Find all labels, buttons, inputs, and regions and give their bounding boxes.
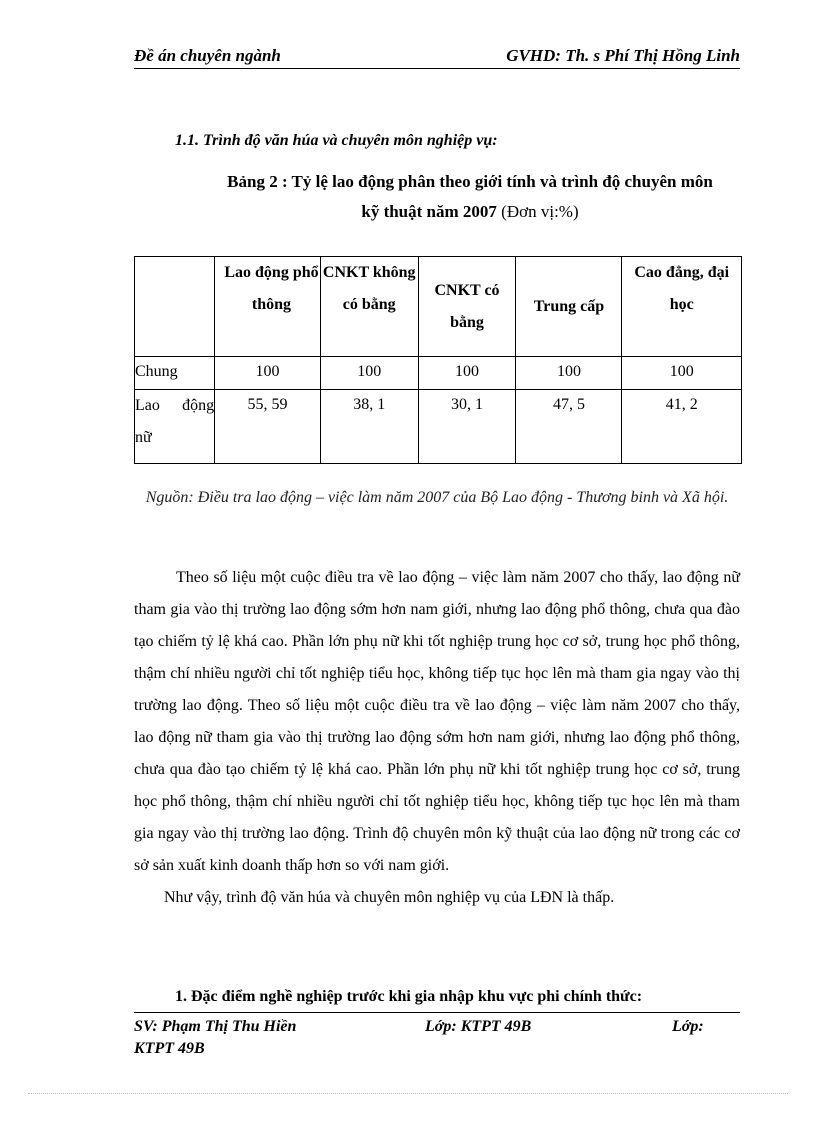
table-cell: 100 xyxy=(215,357,321,390)
section-heading: 1. Đặc điểm nghề nghiệp trước khi gia nhập khu vực phi chính thức: xyxy=(175,988,643,1005)
paragraph: Như vậy, trình độ văn húa và chuyên môn nghiệp vụ của LĐN là thấp. xyxy=(164,889,615,906)
table-header-cell: Trung cấp xyxy=(516,257,622,357)
table-cell: 41, 2 xyxy=(622,390,742,464)
table-cell: 100 xyxy=(622,357,742,390)
footer-class-code: KTPT 49B xyxy=(134,1040,205,1057)
table-cell: 100 xyxy=(418,357,516,390)
table-cell: 30, 1 xyxy=(418,390,516,464)
table-caption-line2 xyxy=(134,202,740,222)
source-note: Nguồn: Điều tra lao động – việc làm năm 2007 của Bộ Lao động - Thương binh và Xã hội. xyxy=(145,489,729,506)
section-title: 1.1. Trình độ văn húa và chuyên môn nghiệp vụ: xyxy=(175,132,498,149)
table-header-cell: CNKT không có bằng xyxy=(320,257,418,357)
table-caption-bold: kỹ thuật năm 2007 xyxy=(361,202,497,221)
table-cell: 100 xyxy=(320,357,418,390)
body-text xyxy=(134,562,740,914)
table-cell: 47, 5 xyxy=(516,390,622,464)
row-label: Lao động nữ xyxy=(135,390,215,464)
table-header-cell: CNKT có bằng xyxy=(418,257,516,357)
footer-class: Lớp: KTPT 49B xyxy=(425,1018,532,1035)
table-header-row xyxy=(135,257,742,357)
table-row xyxy=(135,390,742,464)
header-right: GVHD: Th. s Phí Thị Hồng Linh xyxy=(506,46,740,65)
paragraph: Theo số liệu một cuộc điều tra về lao động – việc làm năm 2007 cho thấy, lao động nữ tham gia vào thị trường lao động sớm hơn nam giới, nhưng lao động phổ thông, chưa qua đào tạo chiếm tỷ lệ khá cao. Phần lớn phụ nữ khi tốt nghiệp trung học cơ sở, trung học phổ thông, thậm chí nhiều người chỉ tốt nghiệp tiểu học, không tiếp tục học lên mà tham gia ngay vào thị trường lao động. Theo số liệu một cuộc điều tra về lao động – việc làm năm 2007 cho thấy, lao động nữ tham gia vào thị trường lao động sớm hơn nam giới, nhưng lao động phổ thông, chưa qua đào tạo chiếm tỷ lệ khá cao. Phần lớn phụ nữ khi tốt nghiệp trung học cơ sở, trung học phổ thông, thậm chí nhiều người chỉ tốt nghiệp tiểu học, không tiếp tục học lên mà tham gia ngay vào thị trường lao động. Trình độ chuyên môn kỹ thuật của lao động nữ trong các cơ sở sản xuất kinh doanh thấp hơn so với nam giới. xyxy=(134,569,740,874)
footer-class-right: Lớp: xyxy=(672,1018,704,1035)
header-left: Đề án chuyên ngành xyxy=(134,46,281,65)
footer-rule xyxy=(134,1012,740,1013)
data-table xyxy=(134,256,742,464)
table-caption-unit: (Đơn vị:%) xyxy=(496,202,579,221)
table-header-cell: Cao đẳng, đại học xyxy=(622,257,742,357)
row-label: Chung xyxy=(135,357,215,390)
table-header-cell: Lao động phổ thông xyxy=(215,257,321,357)
table-cell: 55, 59 xyxy=(215,390,321,464)
table-header-empty xyxy=(135,257,215,357)
table-row xyxy=(135,357,742,390)
header-rule xyxy=(134,68,740,69)
table-caption-line1: Bảng 2 : Tỷ lệ lao động phân theo giới tính và trình độ chuyên môn xyxy=(227,172,713,191)
page-bottom-divider xyxy=(28,1093,788,1094)
footer-student: SV: Phạm Thị Thu Hiền xyxy=(134,1018,297,1035)
table-cell: 100 xyxy=(516,357,622,390)
table-cell: 38, 1 xyxy=(320,390,418,464)
